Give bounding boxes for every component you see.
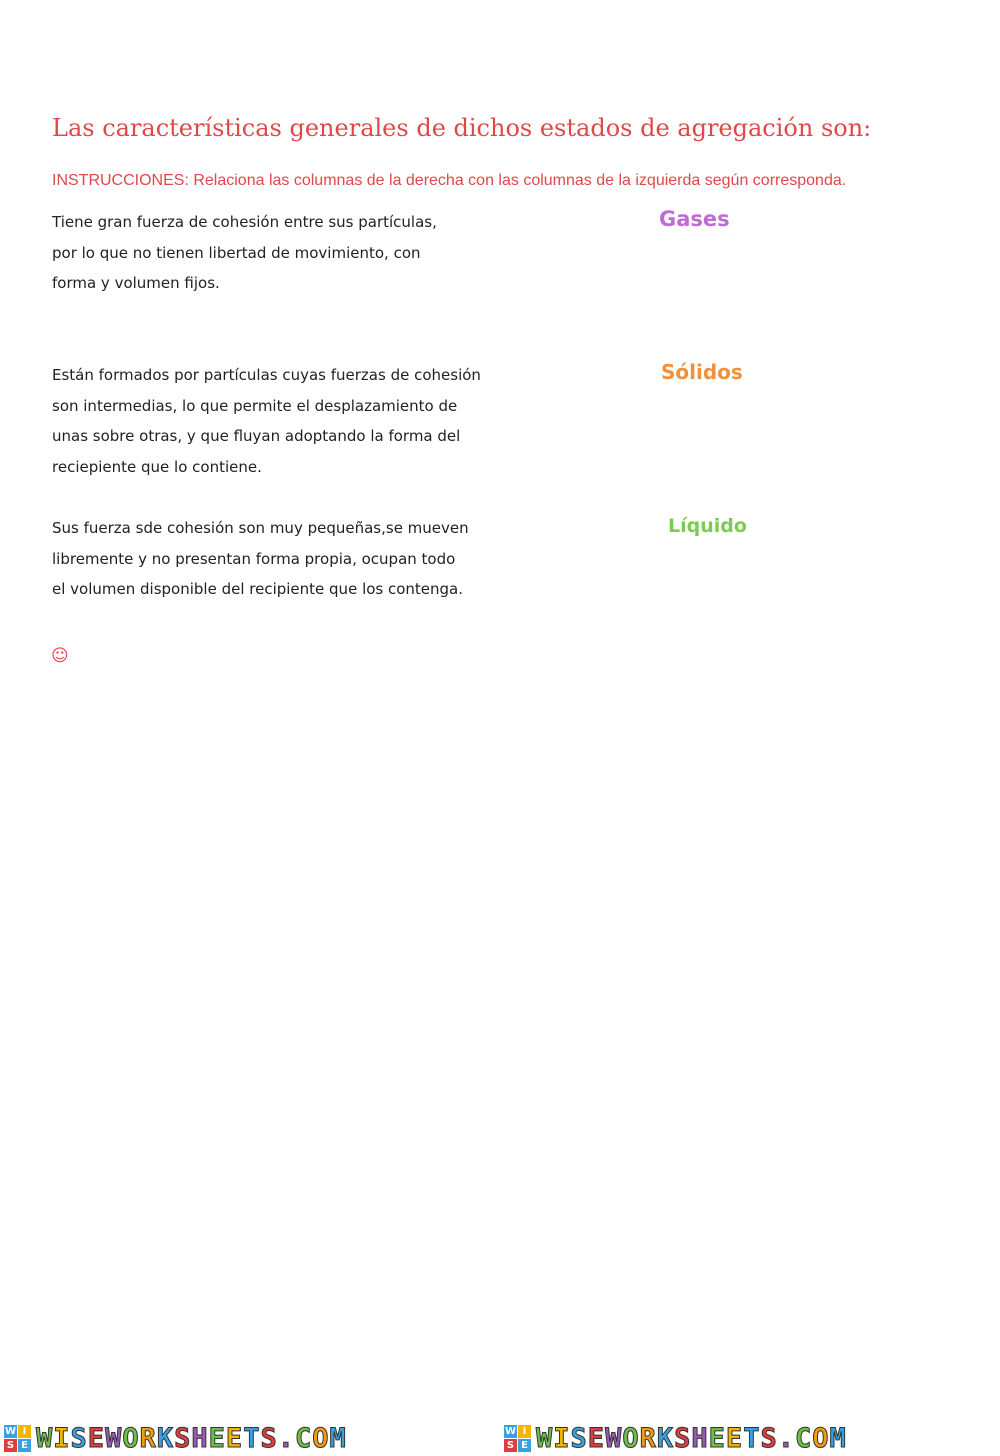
watermark-letter: E: [208, 1422, 226, 1454]
watermark-footer: [0, 1420, 1000, 1456]
watermark-letter: .: [777, 1422, 795, 1454]
answer-liquido[interactable]: Líquido: [668, 515, 747, 537]
wise-logo-icon: [4, 1425, 31, 1452]
watermark-letter: K: [156, 1422, 175, 1454]
watermark-letter: S: [260, 1422, 278, 1454]
answer-gases[interactable]: Gases: [659, 207, 730, 231]
description-line: reciepiente que lo contiene.: [52, 457, 262, 476]
logo-letter: I: [518, 1425, 531, 1438]
watermark-letter: T: [243, 1422, 261, 1454]
description-line: por lo que no tienen libertad de movimiento, con: [52, 243, 421, 262]
watermark-letter: O: [312, 1422, 330, 1454]
watermark-letter: O: [622, 1422, 640, 1454]
watermark-letter: S: [70, 1422, 88, 1454]
description-line: forma y volumen fijos.: [52, 274, 220, 292]
logo-letter: S: [504, 1439, 517, 1452]
watermark-letter: E: [708, 1422, 726, 1454]
watermark-letter: I: [53, 1422, 71, 1454]
watermark-letter: S: [570, 1422, 588, 1454]
watermark-letter: S: [674, 1422, 692, 1454]
watermark-letter: O: [122, 1422, 140, 1454]
watermark-letter: T: [743, 1422, 761, 1454]
watermark-text: [536, 1423, 847, 1454]
description-line: unas sobre otras, y que fluyan adoptando la forma del: [52, 427, 461, 445]
watermark-letter: E: [225, 1422, 244, 1454]
watermark-letter: W: [105, 1422, 123, 1454]
description-line: el volumen disponible del recipiente que los contenga.: [52, 580, 464, 598]
description-gases: [52, 513, 469, 605]
logo-letter: S: [4, 1439, 17, 1452]
logo-letter: I: [18, 1425, 31, 1438]
page-title: Las características generales de dichos estados de agregación son:: [52, 114, 872, 142]
description-solids: [52, 207, 437, 299]
watermark: [4, 1420, 347, 1456]
logo-letter: W: [504, 1425, 517, 1437]
watermark-letter: M: [329, 1422, 347, 1454]
watermark-letter: H: [691, 1422, 709, 1454]
watermark-letter: .: [277, 1422, 295, 1454]
instructions-text: INSTRUCCIONES: Relaciona las columnas de la derecha con las columnas de la izquierda según corresponda.: [52, 172, 847, 189]
description-line: son intermedias, lo que permite el desplazamiento de: [52, 396, 458, 415]
watermark-letter: W: [536, 1422, 554, 1454]
watermark-text: [36, 1423, 347, 1454]
watermark-letter: W: [605, 1422, 623, 1454]
watermark-letter: R: [139, 1422, 157, 1454]
watermark-letter: E: [725, 1422, 744, 1454]
description-line: Tiene gran fuerza de cohesión entre sus partículas,: [52, 213, 437, 231]
watermark-letter: K: [656, 1422, 675, 1454]
watermark-letter: M: [829, 1422, 847, 1454]
watermark-letter: E: [87, 1422, 106, 1454]
watermark-letter: W: [36, 1422, 54, 1454]
logo-letter: E: [18, 1439, 31, 1452]
watermark: [504, 1420, 847, 1456]
description-line: Sus fuerza sde cohesión son muy pequeñas,se mueven: [52, 519, 469, 537]
watermark-letter: E: [587, 1422, 606, 1454]
watermark-letter: S: [174, 1422, 192, 1454]
description-line: Están formados por partículas cuyas fuerzas de cohesión: [52, 366, 481, 384]
watermark-letter: R: [639, 1422, 657, 1454]
watermark-letter: S: [760, 1422, 778, 1454]
watermark-letter: C: [794, 1422, 813, 1454]
watermark-letter: C: [294, 1422, 313, 1454]
watermark-letter: O: [812, 1422, 830, 1454]
description-liquids: [52, 360, 481, 482]
watermark-letter: H: [191, 1422, 209, 1454]
wise-logo-icon: [504, 1425, 531, 1452]
description-line: libremente y no presentan forma propia, ocupan todo: [52, 549, 456, 568]
logo-letter: E: [518, 1439, 531, 1452]
watermark-letter: I: [553, 1422, 571, 1454]
logo-letter: W: [4, 1425, 17, 1437]
answer-solidos[interactable]: Sólidos: [661, 360, 743, 384]
smiley-icon: ☺: [51, 646, 69, 666]
